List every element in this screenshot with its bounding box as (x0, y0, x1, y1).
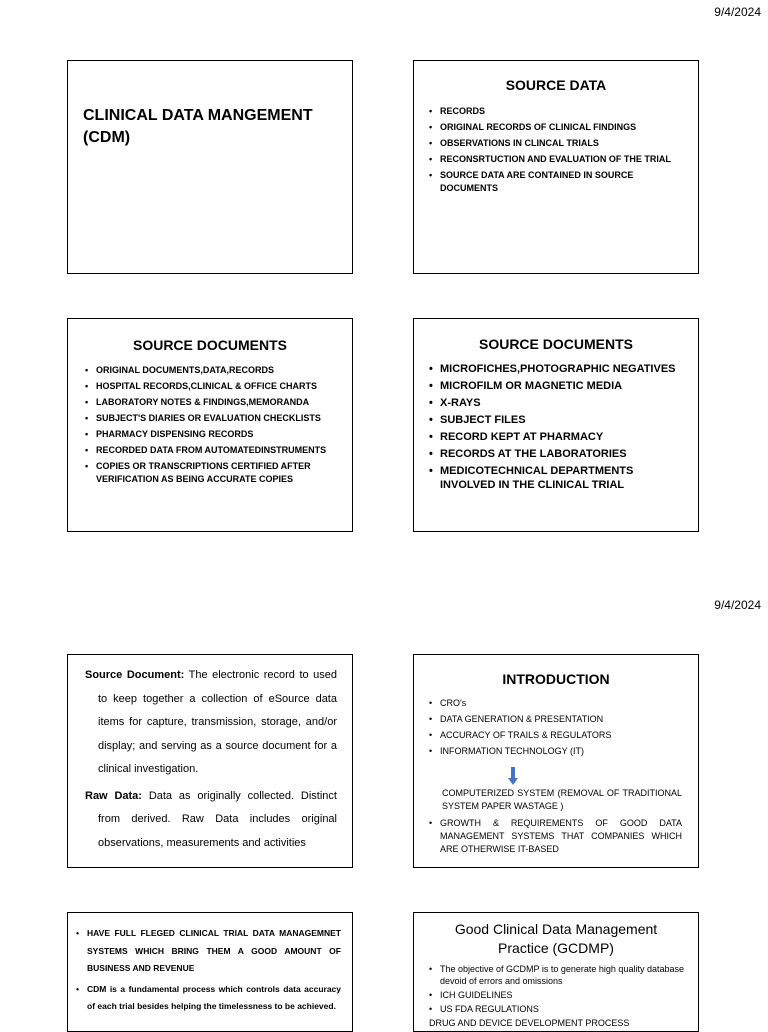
slide-title (83, 105, 313, 149)
list-item: • MICROFICHES,PHOTOGRAPHIC NEGATIVES (429, 362, 682, 376)
arrow-down-icon (508, 767, 518, 785)
slide-title: SOURCE DOCUMENTS (478, 336, 633, 352)
slide-data-management-systems (67, 912, 353, 1032)
slide-title: INTRODUCTION (502, 671, 610, 687)
slide-title: Good Clinical Data Management Practice (GCDMP) (454, 921, 658, 956)
list-item: • SUBJECT'S DIARIES OR EVALUATION CHECKLISTS (85, 412, 334, 425)
bullet-list (429, 362, 682, 492)
slide-source-data (413, 60, 699, 274)
list-item: • COPIES OR TRANSCRIPTIONS CERTIFIED AFTER VERIFICATION AS BEING ACCURATE COPIES (85, 460, 334, 486)
list-item: • SOURCE DATA ARE CONTAINED IN SOURCE DOCUMENTS (429, 169, 680, 195)
slide-title: SOURCE DATA (505, 77, 607, 93)
list-item: • ORIGINAL RECORDS OF CLINICAL FINDINGS (429, 121, 680, 134)
bullet-list (429, 697, 682, 758)
list-item: • ACCURACY OF TRAILS & REGULATORS (429, 729, 682, 742)
slide-definitions (67, 654, 353, 868)
list-item: • ICH GUIDELINES (429, 989, 684, 1001)
term-label: Source Document: (85, 669, 185, 681)
slide-introduction (413, 654, 699, 868)
list-item: • RECONSRTUCTION AND EVALUATION OF THE TRIAL (429, 153, 680, 166)
list-item: • US FDA REGULATIONS (429, 1003, 684, 1015)
list-item: • HAVE FULL FLEGED CLINICAL TRIAL DATA MANAGEMNET SYSTEMS WHICH BRING THEM A GOOD AMOUNT OF BUSINESS AND REVENUE (76, 925, 341, 978)
definition-source-document (85, 664, 337, 782)
term-definition: The electronic record to used to keep together a collection of eSource data items for capture, transmission, storage, and/or display; and serving as a source document for a clinical investigation. (98, 669, 338, 775)
list-item: • DATA GENERATION & PRESENTATION (429, 713, 682, 726)
list-item: • RECORDS AT THE LABORATORIES (429, 447, 682, 461)
list-item: • RECORDED DATA FROM AUTOMATEDINSTRUMENTS (85, 444, 334, 457)
page-date: 9/4/2024 (714, 598, 761, 612)
slide-source-documents-1 (67, 318, 353, 532)
bullet-list (85, 364, 334, 486)
page-date: 9/4/2024 (714, 5, 761, 19)
list-item: • LABORATORY NOTES & FINDINGS,MEMORANDA (85, 396, 334, 409)
list-item: • OBSERVATIONS IN CLINCAL TRIALS (429, 137, 680, 150)
term-label: Raw Data: (85, 789, 142, 802)
list-item: • MEDICOTECHNICAL DEPARTMENTS INVOLVED IN THE CLINICAL TRIAL (429, 464, 682, 492)
list-item: • X-RAYS (429, 396, 682, 410)
computerized-system-text: COMPUTERIZED SYSTEM (REMOVAL OF TRADITIONAL SYSTEM PAPER WASTAGE ) (442, 788, 682, 811)
list-item: • The objective of GCDMP is to generate high quality database devoid of errors and omissions (429, 963, 684, 987)
list-item: • GROWTH & REQUIREMENTS OF GOOD DATA MANAGEMENT SYSTEMS THAT COMPANIES WHICH ARE OTHERWISE IT-BASED (429, 817, 682, 856)
bullet-list (429, 963, 684, 1015)
list-item: • CDM is a fundamental process which controls data accuracy of each trial besides helping the timelessness to be achieved. (76, 981, 341, 1016)
slide-gcdmp (413, 912, 699, 1032)
slide-title: SOURCE DOCUMENTS (132, 337, 287, 353)
definitions-text (85, 664, 337, 855)
bullet-list (429, 817, 682, 859)
list-item: • RECORD KEPT AT PHARMACY (429, 430, 682, 444)
slide-clinical-data-management (67, 60, 353, 274)
list-item: • INFORMATION TECHNOLOGY (IT) (429, 745, 682, 758)
list-item: • PHARMACY DISPENSING RECORDS (85, 428, 334, 441)
slide-source-documents-2 (413, 318, 699, 532)
list-item: • SUBJECT FILES (429, 413, 682, 427)
list-item: • CRO's (429, 697, 682, 710)
list-item: • ORIGINAL DOCUMENTS,DATA,RECORDS (85, 364, 334, 377)
slide-text: DRUG AND DEVICE DEVELOPMENT PROCESS (429, 1018, 630, 1028)
bullet-list (76, 925, 341, 1016)
list-item: • MICROFILM OR MAGNETIC MEDIA (429, 379, 682, 393)
bullet-list (429, 105, 680, 195)
slide-title-line: CLINICAL DATA MANGEMENT (83, 107, 313, 124)
slide-title-line: (CDM) (83, 129, 131, 146)
definition-raw-data (85, 785, 337, 856)
list-item: • RECORDS (429, 105, 680, 118)
term-definition: Data as originally collected. Distinct from derived. Raw Data includes original observations, measurements and activities (98, 789, 337, 849)
list-item: • HOSPITAL RECORDS,CLINICAL & OFFICE CHARTS (85, 380, 334, 393)
